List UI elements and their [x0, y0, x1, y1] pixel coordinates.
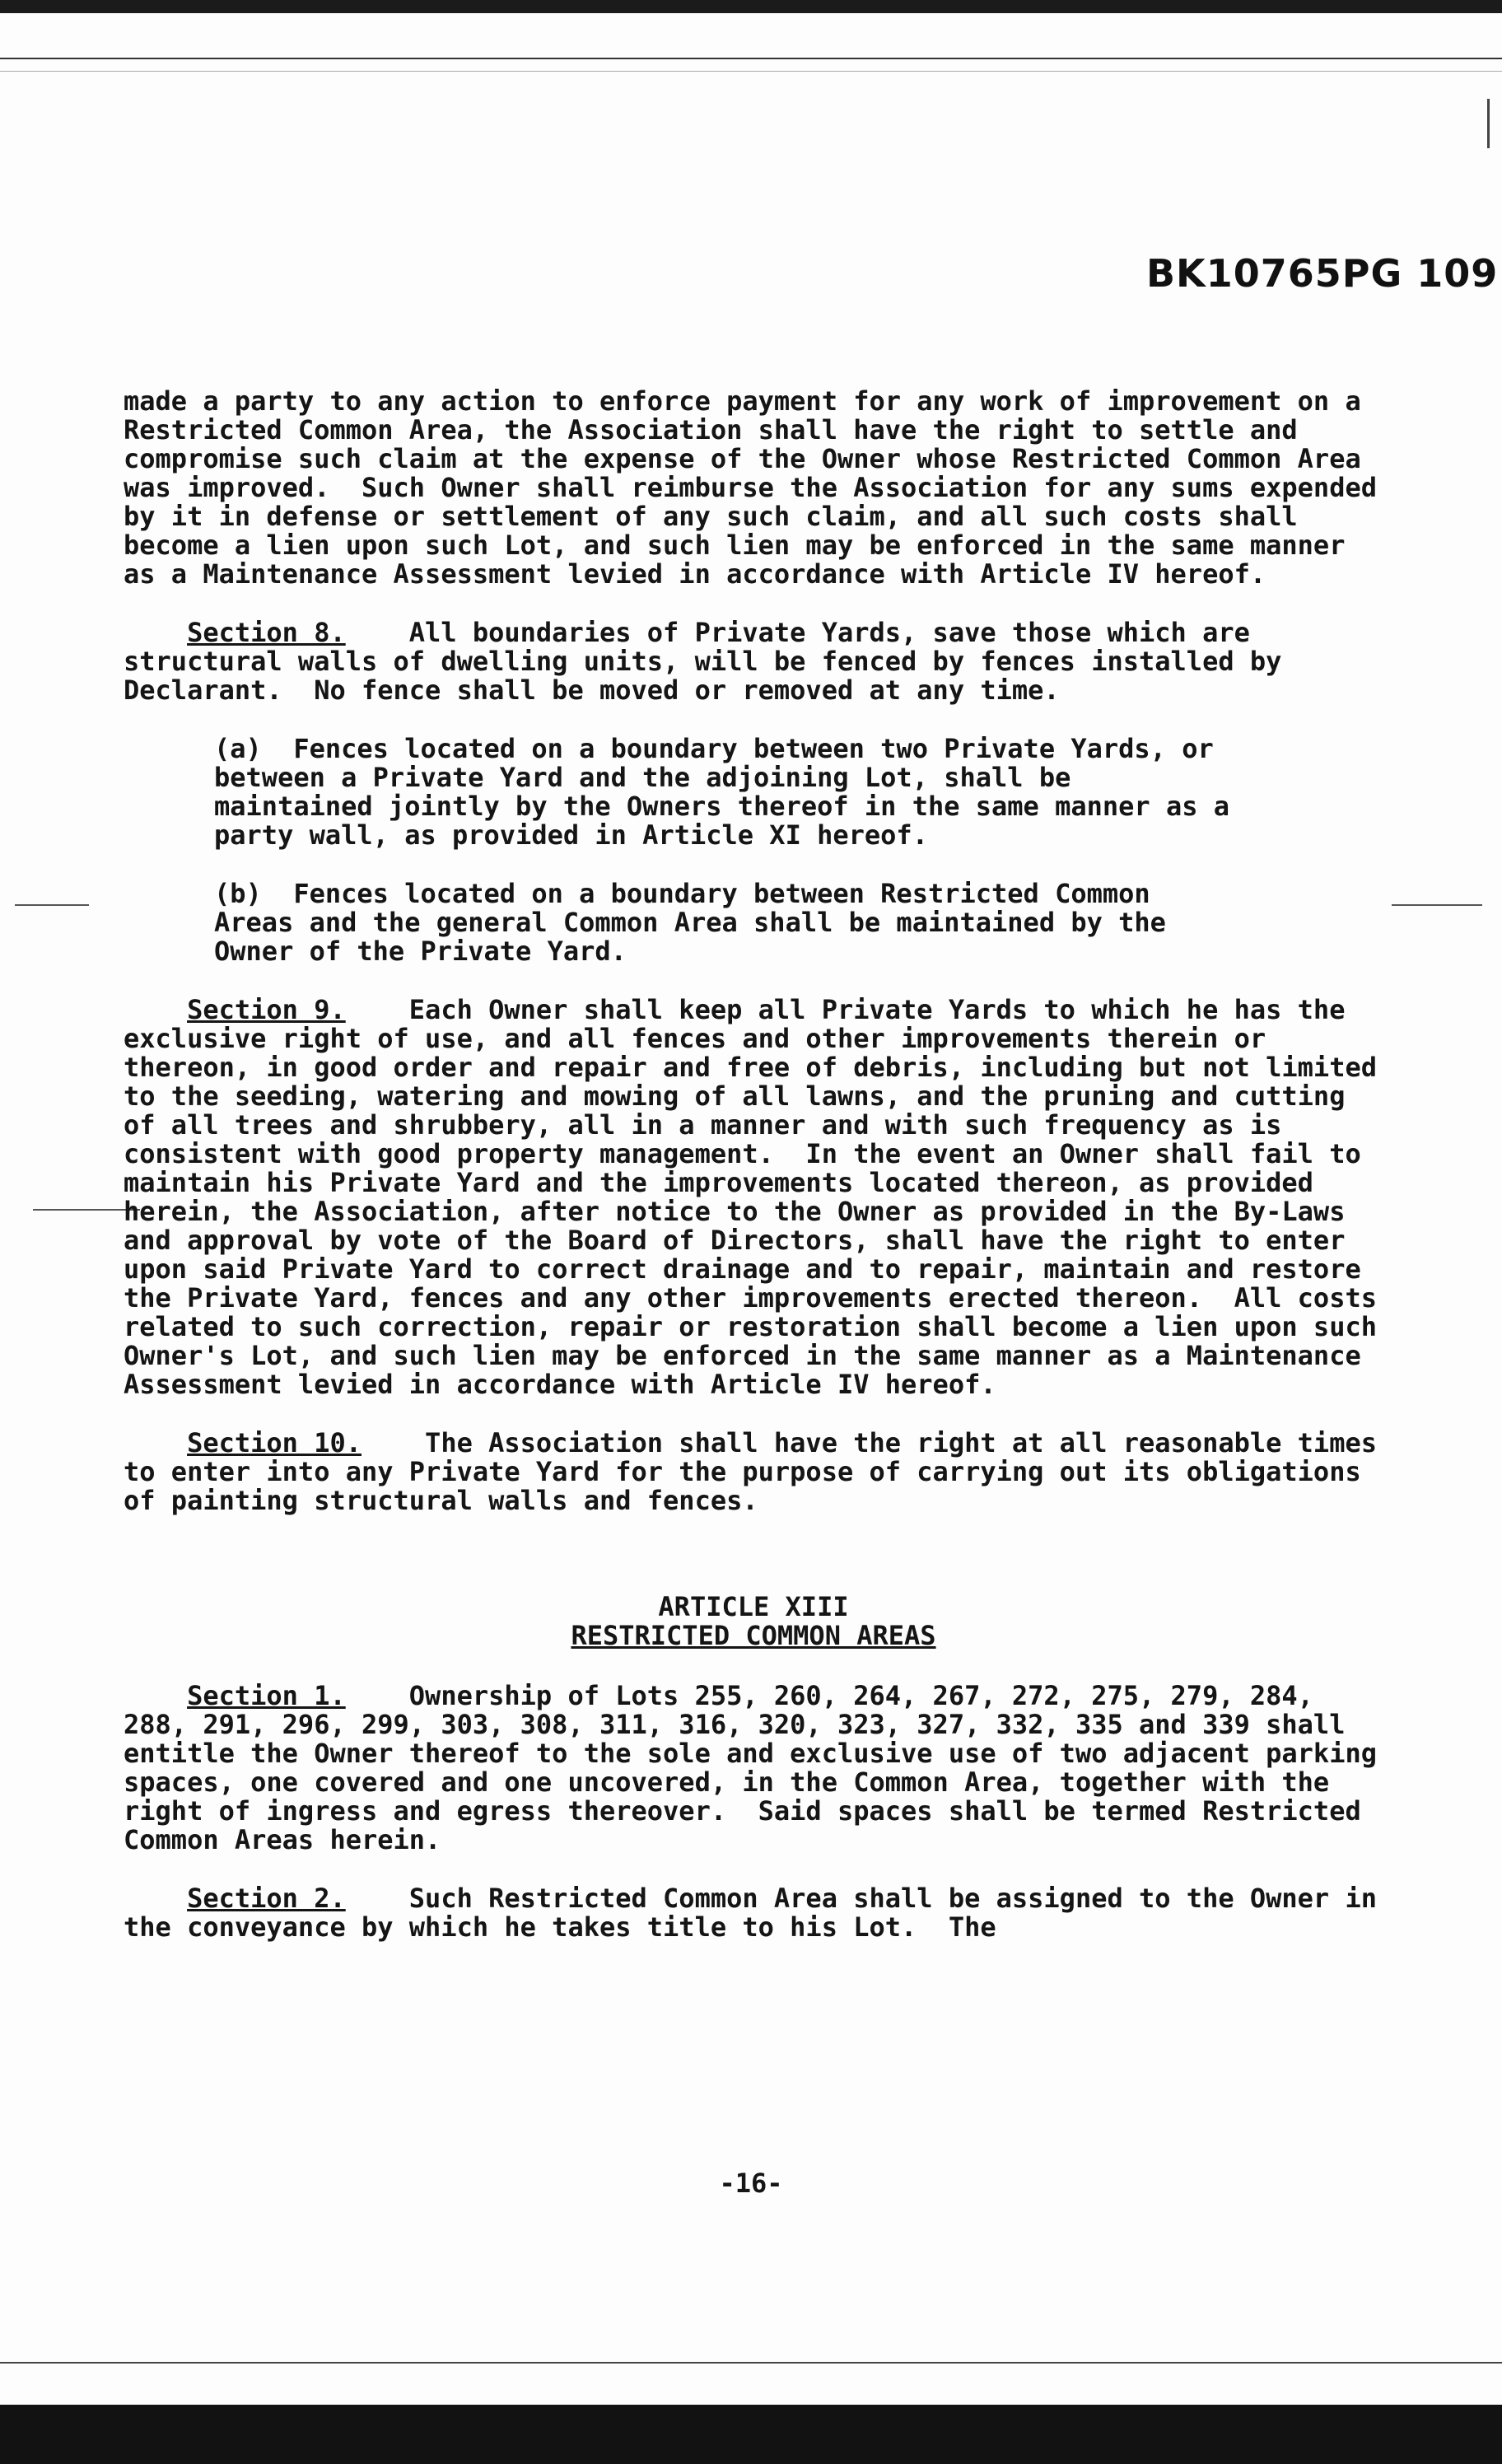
section-9-heading: Section 9.: [187, 994, 346, 1025]
section-8-subsection-a: (a) Fences located on a boundary between two Private Yards, or between a Private Yard and the adjoining Lot, shall be maintained jointly by the Owners thereof in the same manner as a party wall, as provided in Article XI hereof.: [214, 733, 1246, 851]
section-8: [124, 618, 1383, 705]
section-10: [124, 1427, 1393, 1516]
article-title: ARTICLE XIII: [658, 1591, 849, 1622]
section-8-subsection-b: (b) Fences located on a boundary between Restricted Common Areas and the general Common Area shall be maintained by the Owner of the Private Yard.: [214, 878, 1182, 967]
section-8-heading: Section 8.: [187, 617, 346, 648]
scan-bottom-band: [0, 2405, 1502, 2464]
scan-top-rule: [0, 58, 1502, 59]
scan-right-dash: [1392, 904, 1482, 906]
article-section-1-text: Ownership of Lots 255, 260, 264, 267, 272, 275, 279, 284, 288, 291, 296, 299, 303, 308, 311, 316, 320, 323, 327, 332, 335 and 339 shall entitle the Owner thereof to the sole and exclusive use of two adjacent parking spaces, one covered and one uncovered, in the Common Area, together with the right of ingress and egress thereover. Said spaces shall be termed Restricted Common Areas herein.: [124, 1680, 1393, 1855]
scan-left-dash: [15, 904, 89, 906]
scan-bottom-rule: [0, 2362, 1502, 2364]
scan-top-rule-secondary: [0, 71, 1502, 72]
book-page-stamp: BK10765PG 109: [1146, 251, 1499, 296]
section-10-heading: Section 10.: [187, 1427, 362, 1458]
article-section-1: [124, 1680, 1393, 1855]
article-section-2: [124, 1883, 1393, 1943]
article-section-1-heading: Section 1.: [187, 1680, 346, 1711]
document-body: [124, 385, 1393, 1972]
article-section-2-text: Such Restricted Common Area shall be assigned to the Owner in the conveyance by which he takes title to his Lot. The: [124, 1883, 1393, 1943]
scan-edge-mark: [1487, 99, 1490, 148]
intro-paragraph: made a party to any action to enforce payment for any work of improvement on a Restricted Common Area, the Association shall have the right to settle and compromise such claim at the expense of the Owner whose Restricted Common Area was improved. Such Owner shall reimburse the Association for any sums expended by it in defense or settlement of any such claim, and all such costs shall become a lien upon such Lot, and such lien may be enforced in the same manner as a Maintenance Assessment levied in accordance with Article IV hereof.: [124, 385, 1393, 590]
article-subtitle: RESTRICTED COMMON AREAS: [571, 1620, 936, 1651]
article-heading: [124, 1593, 1383, 1650]
section-8-text: All boundaries of Private Yards, save those which are structural walls of dwelling units, will be fenced by fences installed by Declarant. No fence shall be moved or removed at any time.: [124, 617, 1298, 706]
article-section-2-heading: Section 2.: [187, 1883, 346, 1914]
section-10-text: The Association shall have the right at all reasonable times to enter into any Private Yard for the purpose of carrying out its obligations of painting structural walls and fences.: [124, 1427, 1393, 1516]
section-9-text: Each Owner shall keep all Private Yards to which he has the exclusive right of use, and all fences and other improvements therein or thereon, in good order and repair and free of debris, including but not limited to the seeding, watering and mowing of all lawns, and the pruning and cutting of all trees and shrubbery, all in a manner and with such frequency as is consistent with good property management. In the event an Owner shall fail to maintain his Private Yard and the improvements located thereon, as provided herein, the Association, after notice to the Owner as provided in the By-Laws and approval by vote of the Board of Directors, shall have the right to enter upon said Private Yard to correct drainage and to repair, maintain and restore the Private Yard, fences and any other improvements erected thereon. All costs related to such correction, repair or restoration shall become a lien upon such Owner's Lot, and such lien may be enforced in the same manner as a Maintenance Assessment levied in accordance with Article IV hereof.: [124, 994, 1393, 1400]
page-number: -16-: [719, 2168, 783, 2199]
scan-top-band: [0, 0, 1502, 13]
section-9: [124, 994, 1393, 1400]
